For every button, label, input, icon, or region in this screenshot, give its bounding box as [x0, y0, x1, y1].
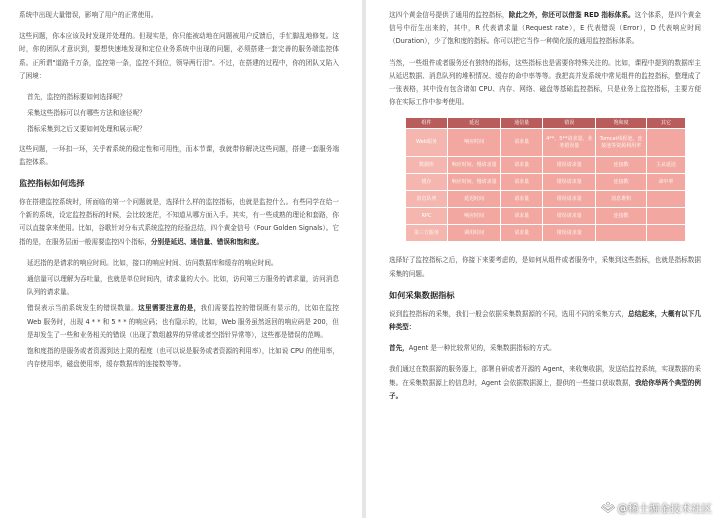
table-cell: 错误请求量: [543, 191, 596, 208]
table-cell: 数据库: [406, 157, 448, 174]
paragraph: 系统中出现大量错误，影响了用户的正常使用。: [19, 11, 158, 19]
table-cell: 请求量: [501, 225, 543, 242]
right-page-content: [389, 9, 701, 411]
paragraph: 这四个黄金信号提供了通用的监控指标，除此之外，你还可以借鉴 RED 指标体系。这个体系，是四个黄金信号中衍生出来的，其中，R 代表请求量（Request rate），E 代表错误（Error），D 代表响应时间（Duration），少了饱和度的指标。你可以把它当作一种简化版的通用监控指标体系。: [389, 11, 702, 46]
table-cell: 连接数: [596, 157, 646, 174]
table-cell: 调用时间: [448, 225, 501, 242]
table-row: [406, 208, 686, 225]
table-row: [406, 191, 686, 208]
table-header: 通信量: [501, 118, 543, 129]
section-heading: 监控指标如何选择: [19, 178, 85, 189]
watermark: @稀土掘金技术社区: [601, 501, 713, 516]
section-heading: 如何采集数据指标: [389, 289, 455, 300]
question-item: 首先，监控的指标要如何选择呢？: [27, 93, 126, 102]
table-cell: Tomcat线程池，连接池等资源利用率: [596, 129, 646, 157]
table-cell: [646, 225, 685, 242]
table-cell: RPC: [406, 208, 448, 225]
table-header: 错误: [543, 118, 596, 129]
table-cell: 响应时间、慢请求量: [448, 174, 501, 191]
table-cell: 延迟时间: [448, 191, 501, 208]
paragraph: 首先，Agent 是一种比较常见的，采集数据指标的方式。: [389, 344, 556, 353]
table-header: 延迟: [448, 118, 501, 129]
table-cell: 消息队列: [406, 191, 448, 208]
table-cell: [646, 191, 685, 208]
table-cell: 缓存: [406, 174, 448, 191]
table-header: 组件: [406, 118, 448, 129]
table-cell: 主从延迟: [646, 157, 685, 174]
table-cell: 响应时间: [448, 208, 501, 225]
list-item: 通信量可以理解为吞吐量，也就是单位时间内，请求量的大小。比如，访问第三方服务的请求量，访问消息队列的请求量。: [27, 275, 339, 297]
table-header: 饱和度: [596, 118, 646, 129]
table-header: 其它: [646, 118, 685, 129]
table-cell: 错误请求量: [543, 208, 596, 225]
paragraph: 我们通过在数据源的服务器上，部署自研或者开源的 Agent，来收集收据，发送给监控系统，实现数据的采集。在采集数据源上的信息时，Agent 会依据数据源上，提供的一些接口获取数据，我给你举两个典型的例子。: [389, 365, 701, 400]
metrics-table: [405, 117, 686, 242]
table-cell: 请求量: [501, 129, 543, 157]
table-cell: 第三方服务: [406, 225, 448, 242]
table-cell: 错误请求量: [543, 225, 596, 242]
table-row: [406, 225, 686, 242]
paragraph: 选择好了监控指标之后，你接下来要考虑的，是如何从组件或者服务中，采集到这些指标，也就是指标数据采集的问题。: [389, 256, 701, 278]
juejin-logo-icon: [601, 502, 615, 513]
table-cell: 请求量: [501, 174, 543, 191]
table-row: [406, 129, 686, 157]
table-cell: 错误请求量: [543, 174, 596, 191]
paragraph: 说到监控指标的采集，我们一般会依据采集数据源的不同，选用不同的采集方式，总结起来，大概有以下几种类型：: [389, 309, 702, 332]
question-list: [27, 91, 339, 137]
paragraph: 当然，一些组件或者服务还有独特的指标，这些指标也是需要你特殊关注的。比如，课程中提到的数据库主从延迟数据、消息队列的堆积情况、缓存的命中率等等。我把高并发系统中常见组件的监控指标，整理成了一张表格，其中没有包含诸如 CPU、内存、网络、磁盘等基础监控指标，只是业务上监控指标，主要方便你在实际工作中参考使用。: [389, 58, 701, 107]
list-item: 饱和度指的是服务或者资源到达上限的程度（也可以说是服务或者资源的利用率），比如说 CPU 的使用率，内存使用率，磁盘使用率，缓存数据库的连接数等等。: [27, 347, 339, 369]
table-cell: 响应时间: [448, 129, 501, 157]
question-item: 指标采集到之后又要如何处理和展示呢？: [27, 125, 146, 134]
table-cell: [646, 129, 685, 157]
table-row: [406, 157, 686, 174]
table-cell: [596, 225, 646, 242]
table-cell: 请求量: [501, 157, 543, 174]
table-cell: 连接数: [596, 174, 646, 191]
table-cell: 请求量: [501, 191, 543, 208]
right-page: [366, 0, 720, 518]
table-cell: 4**、5**请求量、业务错误量: [543, 129, 596, 157]
table-cell: 错误请求量: [543, 157, 596, 174]
table-cell: Web服务: [406, 129, 448, 157]
list-item: 延迟指的是请求的响应时间。比如，接口的响应时间、访问数据库和缓存的响应时间。: [27, 258, 278, 267]
left-page-content: [19, 9, 339, 374]
question-item: 采集这些指标可以有哪些方法和途径呢？: [27, 109, 146, 118]
table-header-row: [406, 118, 686, 129]
paragraph: 这些问题，一环扣一环，关乎着系统的稳定性和可用性，而本节课，我就带你解决这些问题，搭建一套服务端监控体系。: [19, 144, 339, 166]
table-cell: [646, 208, 685, 225]
table-cell: 响应时间、慢请求量: [448, 157, 501, 174]
list-item: 错误表示当前系统发生的错误数量。这里需要注意的是，我们需要监控的错误既有显示的，比如在监控 Web 服务时，出现 4 * * 和 5 * * 的响应码；也有隐示的，比如，Web 服务虽然返回的响应码是 200，但是却发生了一些和业务相关的错误（出现了数组越界的异常或者空指针异常等），这些都是错误的范畴。: [27, 304, 340, 339]
table-cell: 请求量: [501, 208, 543, 225]
table-cell: 连接数: [596, 208, 646, 225]
table-cell: 命中率: [646, 174, 685, 191]
paragraph: 你在搭建监控系统时，所面临的第一个问题就是，选择什么样的监控指标，也就是监控什么。有些同学在给一个新的系统，设定监控指标的时候，会比较迷茫，不知道从哪方面入手。其实，有一些成熟的理论和套路，你可以直接拿来使用。比如，谷歌针对分布式系统监控的经验总结，四个黄金信号（Four Golden Signals）。它指的是，在服务层面一般需要监控四个指标，分别是延迟、通信量、错误和饱和度。: [19, 198, 339, 246]
table-cell: 消息堆积: [596, 191, 646, 208]
table-row: [406, 174, 686, 191]
paragraph: 这些问题，你本应该及时发现并处理的。但现实是，你只能被动地在问题被用户反馈后，手忙脚乱地修复。这时，你的团队才意识到，要想快速地发现和定位业务系统中出现的问题，必须搭建一套完善的服务端监控体系。正所谓"道路千万条，监控第一条，监控不到位，领导两行泪"。不过，在搭建的过程中，你的团队又陷入了困境：: [19, 32, 339, 80]
